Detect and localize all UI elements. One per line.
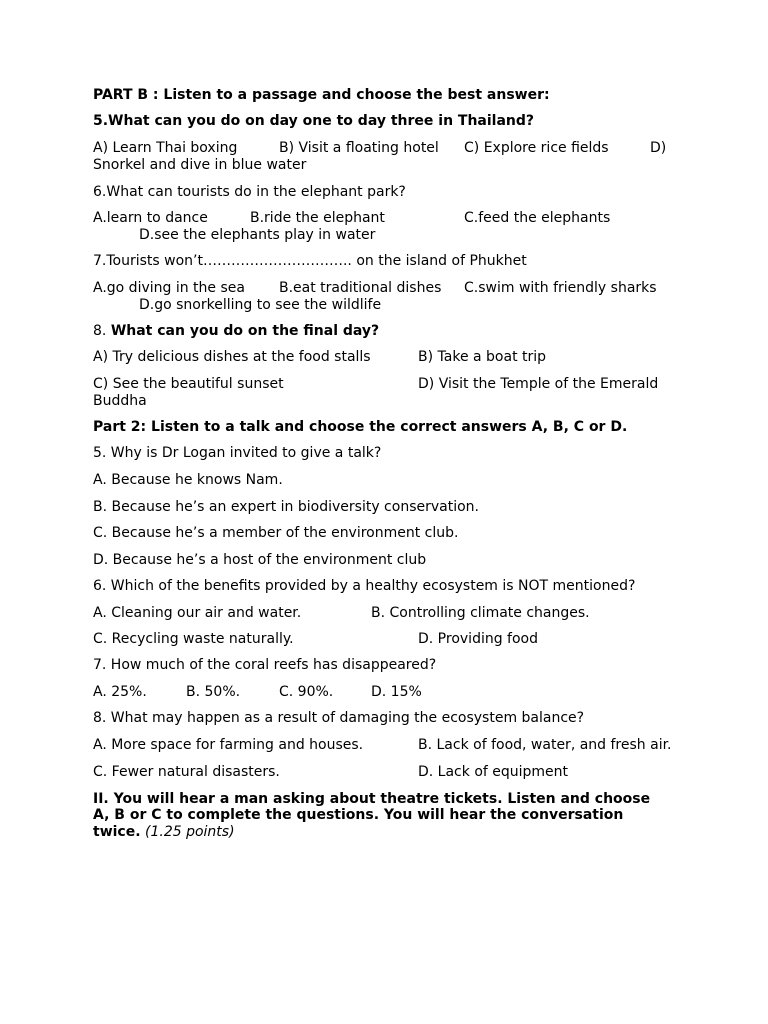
option-d: D. Because he’s a host of the environment club (93, 552, 427, 568)
option-c: C. Recycling waste naturally. (93, 631, 294, 647)
option-d: D. Providing food (418, 631, 538, 647)
option-c: C) See the beautiful sunset (93, 376, 284, 392)
question-7-text: 7.Tourists won’t………………………….. on the island of Phukhet (93, 253, 527, 269)
question-5-text: 5. Why is Dr Logan invited to give a talk? (93, 445, 382, 461)
option-b: B. 50%. (186, 684, 241, 700)
question-5-text: 5.What can you do on day one to day three in Thailand? (93, 113, 535, 129)
option-a: A. More space for farming and houses. (93, 737, 364, 753)
option-a: A.go diving in the sea (93, 280, 245, 296)
part-b-heading: PART B : Listen to a passage and choose the best answer: (93, 87, 550, 103)
option-a: A) Try delicious dishes at the food stalls (93, 349, 371, 365)
question-number: 8. (93, 323, 107, 339)
option-d: D.see the elephants play in water (139, 227, 376, 243)
option-b: B) Take a boat trip (418, 349, 547, 365)
option-d: D) Visit the Temple of the Emerald (418, 376, 659, 392)
part-2-heading: Part 2: Listen to a talk and choose the correct answers A, B, C or D. (93, 419, 628, 435)
option-d: D. Lack of equipment (418, 764, 569, 780)
option-d-label: D) (650, 140, 667, 156)
option-c: C.swim with friendly sharks (464, 280, 657, 296)
option-d: D.go snorkelling to see the wildlife (139, 297, 382, 313)
option-a: A) Learn Thai boxing (93, 140, 238, 156)
option-b: B.eat traditional dishes (279, 280, 442, 296)
question-8-text: 8. What may happen as a result of damaging the ecosystem balance? (93, 710, 585, 726)
option-c: C) Explore rice fields (464, 140, 609, 156)
option-b: B. Lack of food, water, and fresh air. (418, 737, 672, 753)
question-7-text: 7. How much of the coral reefs has disappeared? (93, 657, 437, 673)
option-d-text: Snorkel and dive in blue water (93, 157, 307, 173)
section-ii-heading-line-2: A, B or C to complete the questions. You will hear the conversation (93, 807, 624, 823)
section-ii-heading-line-3 (93, 824, 235, 841)
option-c: C. Fewer natural disasters. (93, 764, 280, 780)
option-b: B.ride the elephant (250, 210, 385, 226)
option-b: B) Visit a floating hotel (279, 140, 439, 156)
question-6-text: 6.What can tourists do in the elephant park? (93, 184, 406, 200)
points-note: (1.25 points) (145, 824, 235, 840)
option-d: D. 15% (371, 684, 422, 700)
option-a: A. 25%. (93, 684, 147, 700)
section-ii-heading-line-1: II. You will hear a man asking about theatre tickets. Listen and choose (93, 791, 651, 807)
option-a: A.learn to dance (93, 210, 208, 226)
option-c: C.feed the elephants (464, 210, 611, 226)
option-a: A. Because he knows Nam. (93, 472, 283, 488)
option-c: C. Because he’s a member of the environment club. (93, 525, 459, 541)
section-ii-bold-text: twice. (93, 824, 141, 840)
option-b: B. Controlling climate changes. (371, 605, 590, 621)
question-8-bold: What can you do on the final day? (110, 323, 380, 339)
option-c: C. 90%. (279, 684, 334, 700)
question-8-text (93, 323, 379, 340)
option-b: B. Because he’s an expert in biodiversity conservation. (93, 499, 479, 515)
question-6-text: 6. Which of the benefits provided by a healthy ecosystem is NOT mentioned? (93, 578, 636, 594)
option-d-continued: Buddha (93, 393, 147, 409)
option-a: A. Cleaning our air and water. (93, 605, 302, 621)
